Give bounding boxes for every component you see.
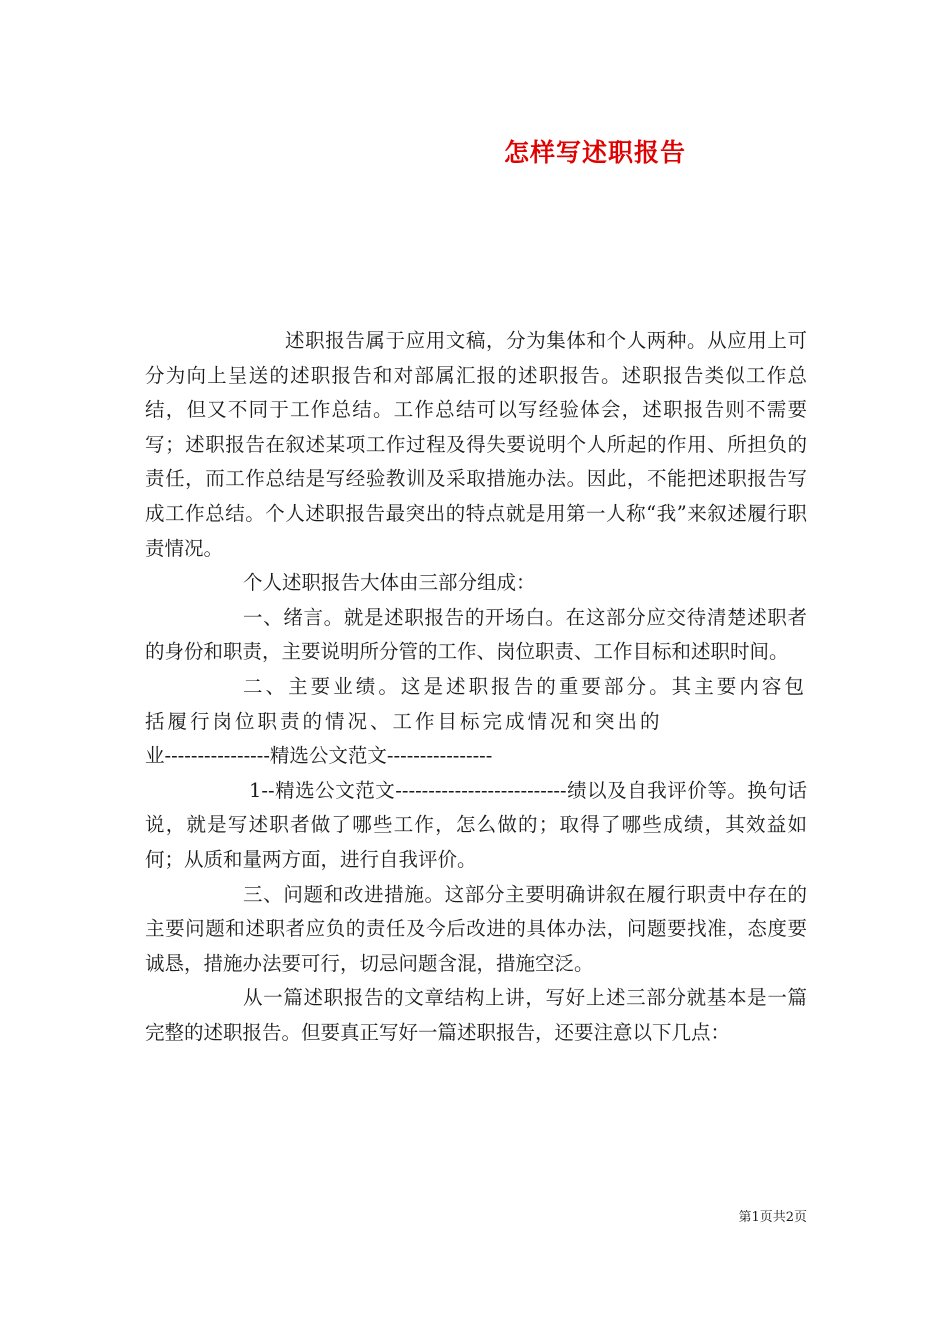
page-title: 怎样写述职报告 (503, 138, 686, 167)
paragraph-conclusion: 从一篇述职报告的文章结构上讲，写好上述三部分就基本是一篇完整的述职报告。但要真正写好一篇述职报告，还要注意以下几点： (145, 986, 807, 1044)
paragraph-intro: 述职报告属于应用文稿，分为集体和个人两种。从应用上可分为向上呈送的述职报告和对部属汇报的述职报告。述职报告类似工作总结，但又不同于工作总结。工作总结可以写经验体会，述职报告则不需要写；述职报告在叙述某项工作过程及得失要说明个人所起的作用、所担负的责任，而工作总结是写经验教训及采取措施办法。因此，不能把述职报告写成工作总结。个人述职报告最突出的特点就是用第一人称“我”来叙述履行职责情况。 (145, 329, 807, 560)
paragraph-separator-one: 业----------------精选公文范文---------------- (145, 744, 493, 768)
paragraph-section-two-cont: 1--精选公文范文--------------------------绩以及自我评价等。换句话说，就是写述职者做了哪些工作，怎么做的；取得了哪些成绩，其效益如何；从质和量两方面，进行自我评价。 (145, 778, 807, 871)
document-body (145, 324, 807, 1050)
paragraph-section-three: 三、问题和改进措施。这部分主要明确讲叙在履行职责中存在的主要问题和述职者应负的责任及今后改进的具体办法，问题要找准，态度要诚恳，措施办法要可行，切忌问题含混，措施空泛。 (145, 882, 807, 975)
paragraph-section-one: 一、绪言。就是述职报告的开场白。在这部分应交待清楚述职者的身份和职责，主要说明所分管的工作、岗位职责、工作目标和述职时间。 (145, 605, 807, 664)
paragraph-section-two: 二、主要业绩。这是述职报告的重要部分。其主要内容包括履行岗位职责的情况、工作目标完成情况和突出的 (145, 674, 807, 733)
paragraph-structure: 个人述职报告大体由三部分组成： (243, 571, 536, 595)
page-number: 第1页共2页 (738, 1210, 807, 1225)
